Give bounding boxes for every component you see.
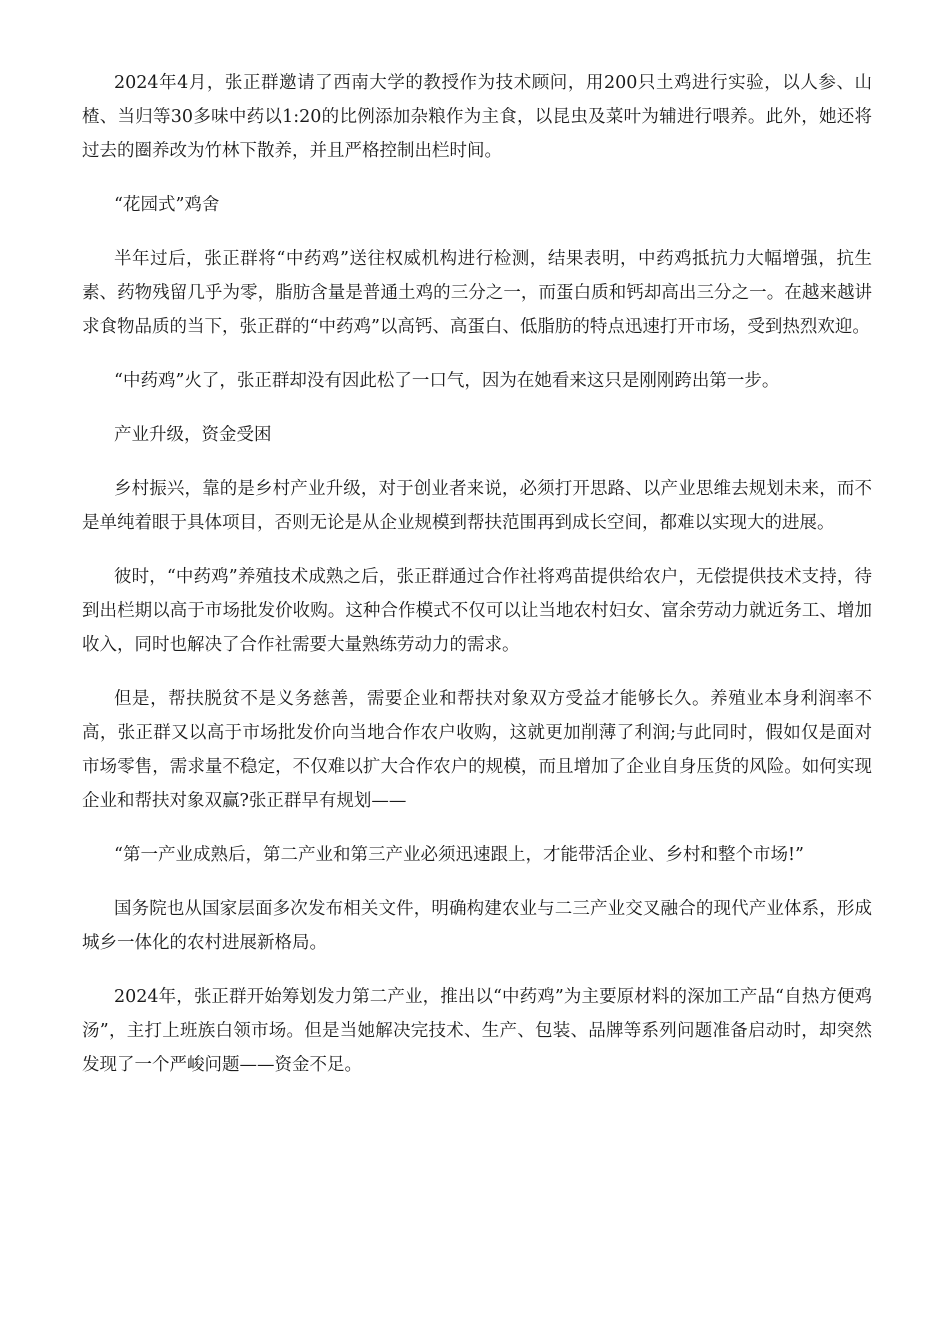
paragraph-first-step: “中药鸡”火了，张正群却没有因此松了一口气，因为在她看来这只是刚刚跨出第一步。 (114, 371, 780, 391)
paragraph-test-results: 半年过后，张正群将“中药鸡”送往权威机构进行检测，结果表明，中药鸡抵抗力大幅增强，抗生素、药物残留几乎为零，脂肪含量是普通土鸡的三分之一，而蛋白质和钙却高出三分之一。在越来越讲求食物品质的当下，张正群的“中药鸡”以高钙、高蛋白、低脂肪的特点迅速打开市场，受到热烈欢迎。 (82, 249, 872, 337)
paragraph-state-council: 国务院也从国家层面多次发布相关文件，明确构建农业与二三产业交叉融合的现代产业体系，形成城乡一体化的农村进展新格局。 (82, 899, 872, 953)
paragraph-experiment: 2024年4月，张正群邀请了西南大学的教授作为技术顾问，用200只土鸡进行实验，以人参、山楂、当归等30多味中药以1:20的比例添加杂粮作为主食，以昆虫及菜叶为辅进行喂养。此外，她还将过去的圈养改为竹林下散养，并且严格控制出栏时间。 (82, 73, 872, 161)
document-page (82, 66, 872, 1102)
paragraph-cooperative-model: 彼时，“中药鸡”养殖技术成熟之后，张正群通过合作社将鸡苗提供给农户，无偿提供技术支持，待到出栏期以高于市场批发价收购。这种合作模式不仅可以让当地农村妇女、富余劳动力就近务工、增加收入，同时也解决了合作社需要大量熟练劳动力的需求。 (82, 567, 872, 655)
paragraph-funding-problem: 2024年，张正群开始筹划发力第二产业，推出以“中药鸡”为主要原材料的深加工产品“自热方便鸡汤”，主打上班族白领市场。但是当她解决完技术、生产、包装、品牌等系列问题准备启动时，却突然发现了一个严峻问题——资金不足。 (82, 987, 872, 1075)
paragraph-profit-challenge: 但是，帮扶脱贫不是义务慈善，需要企业和帮扶对象双方受益才能够长久。养殖业本身利润率不高，张正群又以高于市场批发价向当地合作农户收购，这就更加削薄了利润;与此同时，假如仅是面对市场零售，需求量不稳定，不仅难以扩大合作农户的规模，而且增加了企业自身压货的风险。如何实现企业和帮扶对象双赢?张正群早有规划—— (82, 689, 872, 811)
paragraph-rural-revitalization: 乡村振兴，靠的是乡村产业升级，对于创业者来说，必须打开思路、以产业思维去规划未来，而不是单纯着眼于具体项目，否则无论是从企业规模到帮扶范围再到成长空间，都难以实现大的进展。 (82, 479, 872, 533)
section-heading-garden-coop: “花园式”鸡舍 (114, 195, 220, 215)
section-heading-industry-upgrade: 产业升级，资金受困 (114, 425, 272, 445)
paragraph-quote: “第一产业成熟后，第二产业和第三产业必须迅速跟上，才能带活企业、乡村和整个市场!” (114, 845, 804, 865)
